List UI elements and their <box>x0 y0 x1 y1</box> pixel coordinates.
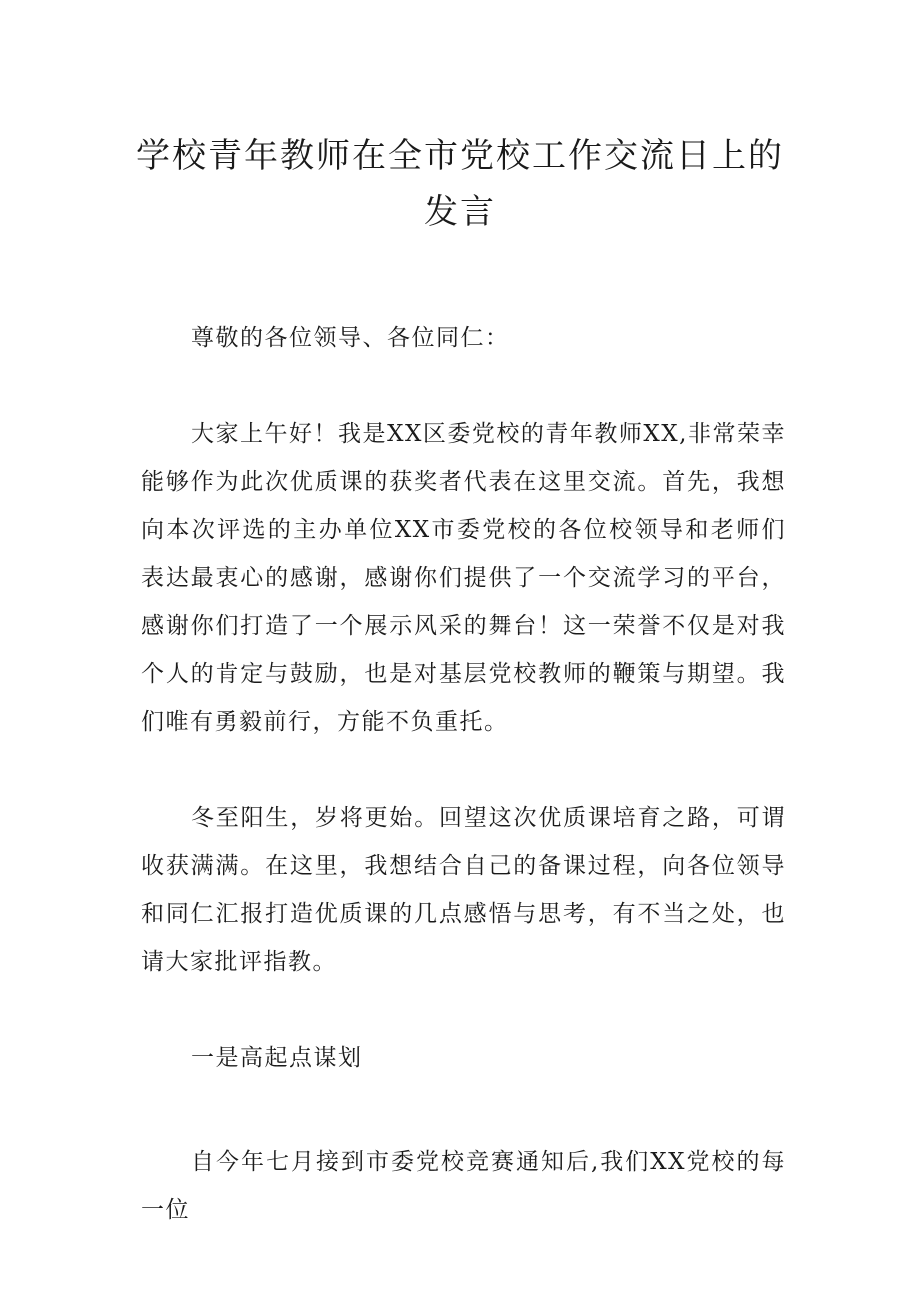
body-paragraph: 自今年七月接到市委党校竞赛通知后,我们XX党校的每一位 <box>141 1149 786 1223</box>
intro-paragraph: 大家上午好！我是XX区委党校的青年教师XX,非常荣幸能够作为此次优质课的获奖者代表在这里交流。首先，我想向本次评选的主办单位XX市委党校的各位校领导和老师们表达最衷心的感谢，感谢你们提供了一个交流学习的平台，感谢你们打造了一个展示风采的舞台！这一荣誉不仅是对我个人的肯定与鼓励，也是对基层党校教师的鞭策与期望。我们唯有勇毅前行，方能不负重托。 <box>141 421 786 735</box>
document-title: 学校青年教师在全市党校工作交流日上的发言 <box>136 136 784 232</box>
section-heading-point-one: 一是高起点谋划 <box>191 1045 363 1071</box>
review-paragraph: 冬至阳生，岁将更始。回望这次优质课培育之路，可谓收获满满。在这里，我想结合自己的备课过程，向各位领导和同仁汇报打造优质课的几点感悟与思考，有不当之处，也请大家批评指教。 <box>141 805 786 975</box>
greeting-paragraph: 尊敬的各位领导、各位同仁： <box>191 325 510 351</box>
